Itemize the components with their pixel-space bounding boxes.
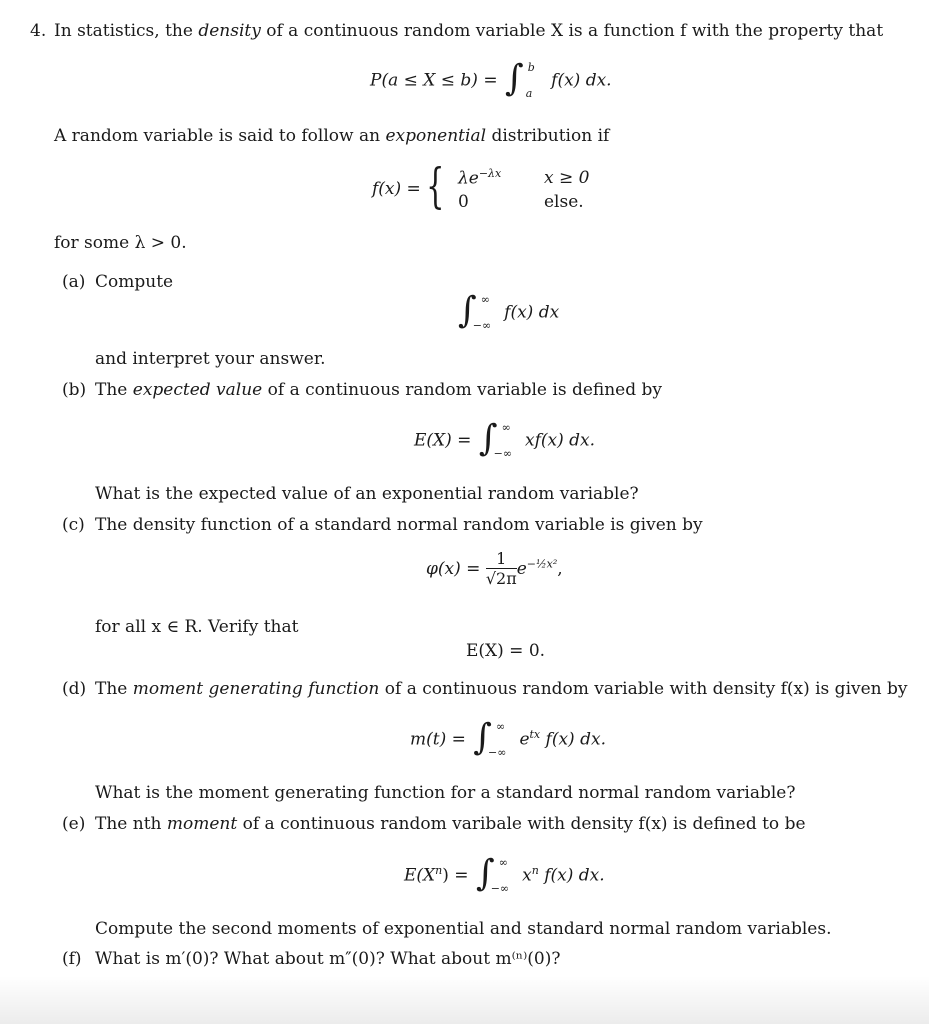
- equation-mgf: m(t) = ∫ ∞ −∞ $e^{tx}$ f(x) dx.: [410, 717, 606, 759]
- problem-number: 4.: [30, 21, 47, 41]
- part-d-label: (d): [62, 679, 87, 699]
- part-e-text: The nth moment of a continuous random varibale with density f(x) is defined to be: [95, 814, 806, 834]
- part-f-label: (f): [62, 949, 82, 969]
- part-a-followup: and interpret your answer.: [95, 349, 326, 369]
- part-a-label: (a): [62, 272, 86, 292]
- equation-nth-moment: $E(X^n)$ = ∫ ∞ −∞ $x^n$ f(x) dx.: [404, 853, 605, 895]
- problem-intro: In statistics, the density of a continuous random variable X is a function f with the property that: [54, 21, 884, 41]
- equation-normal-density: φ(x) = $\frac{1}{√2\pi}$ $e^{-\frac{1}{2}x^2}$,: [426, 549, 563, 588]
- term-density: density: [198, 21, 261, 41]
- part-b-text: The expected value of a continuous random variable is defined by: [95, 380, 663, 400]
- term-exponential: exponential: [385, 126, 487, 146]
- part-c-text: The density function of a standard normal random variable is given by: [95, 515, 703, 535]
- part-b-label: (b): [62, 380, 87, 400]
- equation-expected-value: E(X) = ∫ ∞ −∞ xf(x) dx.: [414, 418, 596, 460]
- part-d-text: The moment generating function of a continuous random variable with density f(x) is given by: [95, 679, 908, 699]
- equation-piecewise-density: f(x) = { $\lambda e^{-\lambda x}$ 0 x ≥ 0 else.: [372, 158, 590, 214]
- part-c-label: (c): [62, 515, 85, 535]
- equation-density-definition: P(a ≤ X ≤ b) = ∫ b a f(x) dx.: [370, 58, 612, 100]
- part-e-question: Compute the second moments of exponential and standard normal random variables.: [95, 919, 832, 939]
- part-d-question: What is the moment generating function for a standard normal random variable?: [95, 783, 796, 803]
- term-moment: moment: [166, 814, 238, 834]
- page-bottom-shadow: [0, 976, 929, 1024]
- term-mgf: moment generating function: [132, 679, 380, 699]
- part-a-text: Compute: [95, 272, 174, 292]
- lambda-condition: for some λ > 0.: [54, 233, 187, 253]
- part-f-text: What is m′(0)? What about m″(0)? What about m⁽ⁿ⁾(0)?: [95, 949, 561, 969]
- equation-normal-mean: E(X) = 0.: [466, 641, 546, 661]
- term-expected-value: expected value: [132, 380, 263, 400]
- part-e-label: (e): [62, 814, 86, 834]
- part-b-question: What is the expected value of an exponential random variable?: [95, 484, 639, 504]
- part-c-for-all: for all x ∈ R. Verify that: [95, 617, 299, 637]
- equation-total-probability: ∫ ∞ −∞ f(x) dx: [458, 290, 560, 332]
- exponential-intro: A random variable is said to follow an exponential distribution if: [54, 126, 610, 146]
